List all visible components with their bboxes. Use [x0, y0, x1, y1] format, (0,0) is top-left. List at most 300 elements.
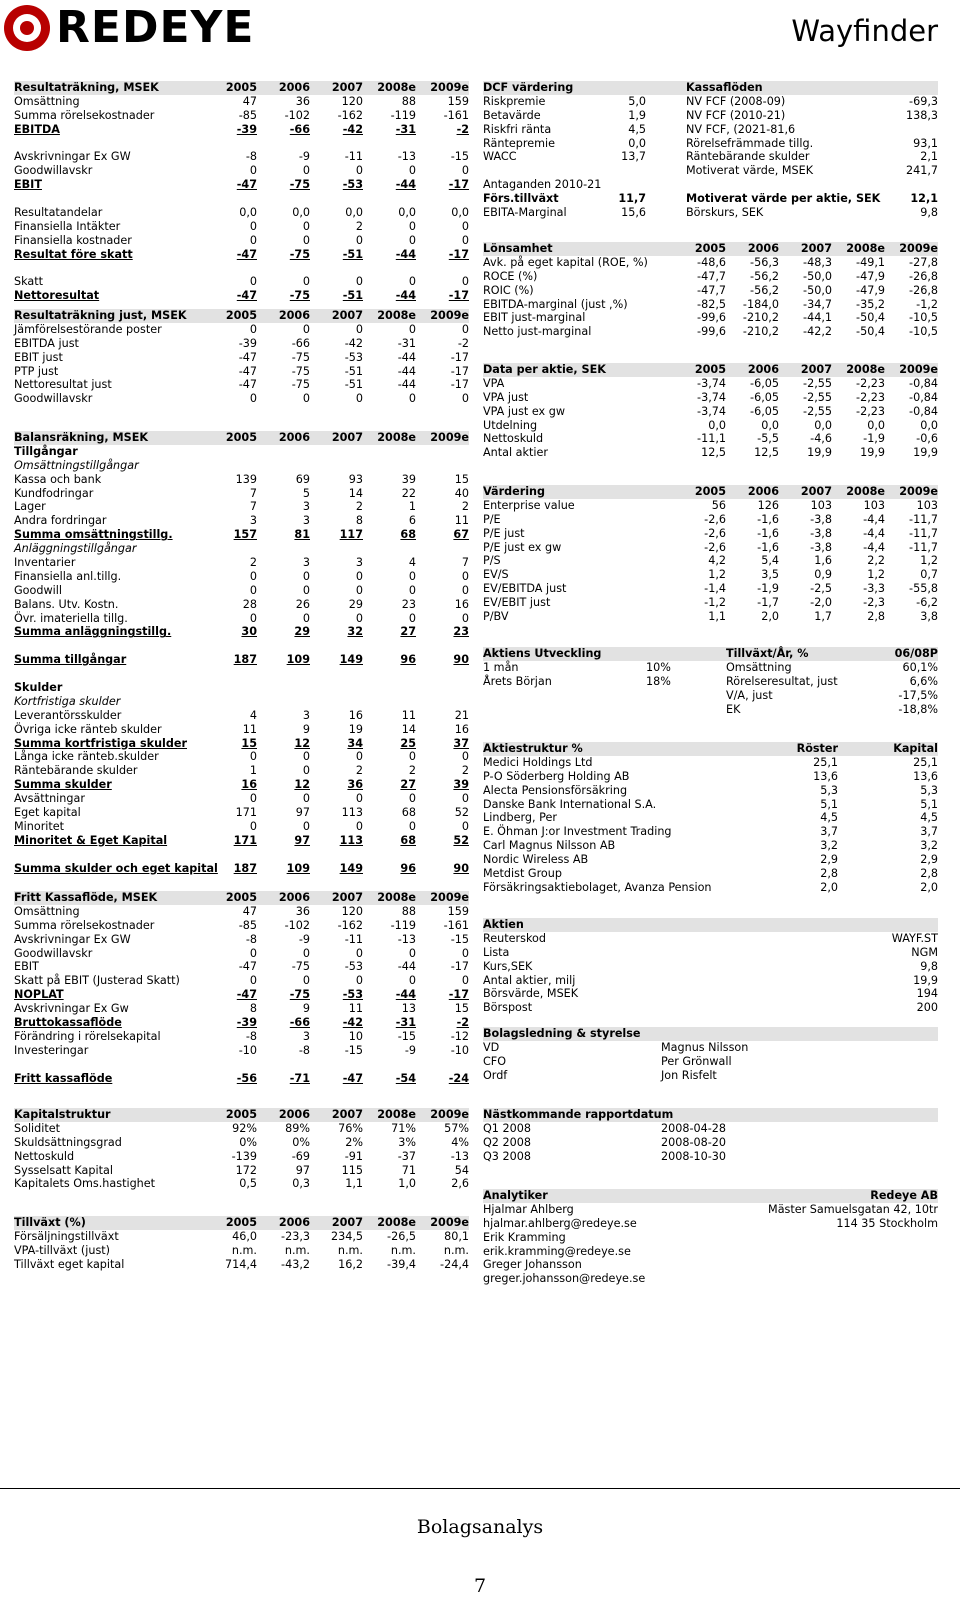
row-label: Omsättning: [14, 904, 80, 918]
row-value: -39: [238, 336, 257, 350]
table-row: [483, 1231, 938, 1245]
row-value: 241,7: [905, 164, 938, 178]
row-value: 39: [401, 472, 416, 486]
row-value: 10%: [646, 660, 671, 674]
row-value: [416, 681, 469, 695]
row-value: 11,7: [618, 192, 646, 206]
year-header: 2005: [225, 431, 257, 444]
report-dates: [483, 1108, 938, 1164]
row-label: Nettoresultat just: [14, 378, 112, 392]
row-value: 3,8: [920, 610, 938, 624]
row-value: -43,2: [281, 1257, 310, 1271]
table-row: [483, 499, 938, 513]
row-value: -2: [457, 336, 469, 350]
row-value: -47: [236, 988, 257, 1002]
table-header: [483, 242, 938, 256]
share-info: [483, 918, 938, 1015]
table-row: [14, 1002, 469, 1016]
table-row: [483, 391, 938, 405]
row-value: 0: [249, 946, 257, 960]
row-label: Avskrivningar Ex GW: [14, 150, 131, 164]
row-value: [310, 459, 363, 473]
row-value: [363, 262, 416, 276]
row-label: Summa anläggningstillg.: [14, 625, 172, 639]
table-row: [483, 419, 938, 433]
row-value: -47,7: [697, 269, 726, 283]
row-value: -1,2: [916, 297, 938, 311]
row-value: -44: [397, 960, 416, 974]
row-value: 52: [453, 833, 469, 847]
row-value: -71: [289, 1071, 310, 1085]
row-label: Goodwillavskr: [14, 946, 93, 960]
row-label: Alecta Pensionsförsäkring: [483, 783, 628, 797]
row-value: 47: [242, 94, 257, 108]
row-value: [204, 137, 257, 151]
year-header: 2005: [694, 485, 726, 498]
row-value: 16,2: [338, 1257, 363, 1271]
table-row: [483, 1217, 938, 1231]
table-row: [483, 298, 938, 312]
row-label: Investeringar: [14, 1043, 89, 1057]
year-header: 2009e: [430, 431, 469, 444]
row-value: 0: [302, 322, 310, 336]
row-value: 0: [249, 974, 257, 988]
row-value: -44: [395, 178, 416, 192]
row-value: 0: [249, 792, 257, 806]
row-value: -9: [298, 932, 310, 946]
row-label: Ordf: [483, 1068, 508, 1082]
row-value: -56,3: [750, 255, 779, 269]
table-row: [14, 960, 469, 974]
row-value: [204, 445, 257, 459]
row-value: [310, 639, 363, 653]
row-value: 2,8: [867, 610, 885, 624]
row-value: 5,3: [820, 783, 838, 797]
row-label: Skatt: [14, 275, 44, 289]
table-row: [483, 853, 938, 867]
row-value: 30: [241, 625, 257, 639]
row-label: EV/EBIT just: [483, 596, 551, 610]
table-row: [483, 582, 938, 596]
row-value: 11: [242, 722, 257, 736]
row-value: -6,05: [750, 404, 779, 418]
row-value: 60,1%: [902, 660, 938, 674]
row-label: Antaganden 2010-21: [483, 178, 602, 192]
row-value: 0: [355, 792, 363, 806]
row-value: 7: [249, 500, 257, 514]
year-header: 2005: [225, 1108, 257, 1121]
row-label: [14, 262, 204, 276]
row-value: -34,7: [803, 297, 832, 311]
row-label: Q3 2008: [483, 1149, 531, 1163]
row-value: 171: [233, 833, 257, 847]
row-value: 4%: [451, 1135, 469, 1149]
row-label: Räntebärande skulder: [14, 764, 138, 778]
row-label: P/E: [483, 512, 501, 526]
row-value: 27: [400, 778, 416, 792]
row-value: 0: [249, 322, 257, 336]
table-row: [14, 445, 469, 459]
spacer: [646, 109, 686, 123]
row-value: 0: [461, 219, 469, 233]
row-label: Övriga icke ränteb skulder: [14, 722, 162, 736]
row-label: Försäkringsaktiebolaget, Avanza Pension: [483, 880, 712, 894]
row-value: -2,5: [810, 582, 832, 596]
row-label: Avskrivningar Ex Gw: [14, 1002, 129, 1016]
row-label: Antal aktier, milj: [483, 973, 576, 987]
row-label: Kurs,SEK: [483, 959, 533, 973]
redeye-logo: [4, 2, 254, 54]
table-row: [14, 974, 469, 988]
table-row: [14, 542, 469, 556]
row-value: 96: [400, 861, 416, 875]
table-title: Data per aktie, SEK: [483, 363, 606, 376]
row-value: -47: [238, 378, 257, 392]
table-row: [483, 675, 938, 689]
row-value: -39: [236, 1016, 257, 1030]
row-value: 0: [461, 974, 469, 988]
table-row: [14, 392, 469, 406]
row-label: Skuldsättningsgrad: [14, 1135, 122, 1149]
growth: [14, 1216, 469, 1272]
row-value: 56: [711, 498, 726, 512]
row-value: -184,0: [742, 297, 779, 311]
row-value: [416, 695, 469, 709]
table-row: [14, 848, 469, 862]
row-value: 2008-08-20: [661, 1135, 727, 1149]
row-value: 200: [916, 1001, 938, 1015]
table-title: Fritt Kassaflöde, MSEK: [14, 891, 158, 904]
row-value: 23: [401, 597, 416, 611]
row-label: [14, 192, 204, 206]
row-value: 4: [249, 708, 257, 722]
row-value: -85: [238, 918, 257, 932]
table-row: [14, 137, 469, 151]
row-value: 93,1: [913, 136, 938, 150]
row-value: -4,4: [863, 526, 885, 540]
row-value: [416, 459, 469, 473]
year-header: 2006: [278, 1216, 310, 1229]
table-row: [14, 667, 469, 681]
table-row: [14, 192, 469, 206]
row-value: 0,0: [345, 206, 363, 220]
balance-sheet: [14, 431, 469, 876]
row-value: n.m.: [231, 1243, 257, 1257]
row-value: [204, 1058, 257, 1072]
row-value: 0: [302, 569, 310, 583]
row-value: 16: [454, 722, 469, 736]
row-label: [14, 137, 204, 151]
row-value: -3,8: [810, 526, 832, 540]
row-value: -17: [448, 988, 469, 1002]
row-value: 109: [286, 653, 310, 667]
table-row: [14, 262, 469, 276]
row-value: 0: [302, 750, 310, 764]
row-value: -1,6: [757, 512, 779, 526]
row-label: Långa icke ränteb.skulder: [14, 750, 159, 764]
row-value: NGM: [911, 945, 938, 959]
row-value: 0,5: [239, 1177, 257, 1191]
row-value: -42: [344, 336, 363, 350]
row-label: Soliditet: [14, 1121, 61, 1135]
table-row: [14, 1136, 469, 1150]
row-value: 171: [235, 806, 257, 820]
row-value: -102: [284, 108, 310, 122]
table-header: [483, 1189, 938, 1203]
table-row: [14, 500, 469, 514]
row-value: 5,3: [920, 783, 938, 797]
row-label: Nettoskuld: [483, 432, 544, 446]
row-value: [310, 542, 363, 556]
row-label: Förs.tillväxt: [483, 192, 559, 206]
row-value: 0: [461, 819, 469, 833]
row-value: 12: [294, 736, 310, 750]
row-value: [257, 262, 310, 276]
row-value: 0,3: [292, 1177, 310, 1191]
row-label: Minoritet & Eget Kapital: [14, 833, 168, 847]
row-label: Leverantörsskulder: [14, 708, 122, 722]
year-header: 2009e: [430, 891, 469, 904]
row-value: 9: [302, 1002, 310, 1016]
row-label: Betavärde: [483, 108, 541, 122]
year-header: 2005: [225, 1216, 257, 1229]
row-value: 1,2: [920, 554, 938, 568]
row-label: Lager: [14, 500, 46, 514]
row-value: -50,0: [803, 283, 832, 297]
company-name: Redeye AB: [870, 1189, 938, 1202]
table-row: [14, 988, 469, 1002]
row-value: -6,05: [750, 376, 779, 390]
row-value: 5,0: [628, 94, 646, 108]
table-row: [14, 1016, 469, 1030]
table-title: Analytiker: [483, 1189, 548, 1202]
row-value: 29: [294, 625, 310, 639]
row-value: [257, 639, 310, 653]
row-label: EK: [726, 702, 741, 716]
row-label: VPA: [483, 376, 505, 390]
row-value: -161: [443, 108, 469, 122]
row-value: -2,55: [803, 376, 832, 390]
row-label: [686, 178, 886, 192]
table-header: [14, 431, 469, 445]
row-value: 9,8: [920, 959, 938, 973]
row-value: 2,2: [867, 554, 885, 568]
row-value: 0: [461, 392, 469, 406]
year-header: 2009e: [430, 1216, 469, 1229]
row-value: -2,3: [863, 596, 885, 610]
row-value: 23: [453, 625, 469, 639]
row-value: -2,6: [704, 512, 726, 526]
row-label: Motiverat värde per aktie, SEK: [686, 192, 881, 206]
year-header: 2008e: [377, 81, 416, 94]
year-header: 2007: [331, 81, 363, 94]
row-label: greger.johansson@redeye.se: [483, 1272, 646, 1286]
table-row: [14, 123, 469, 137]
row-label: Antal aktier: [483, 446, 548, 460]
row-value: 0: [355, 233, 363, 247]
row-value: 172: [235, 1163, 257, 1177]
col-header: Röster: [796, 742, 838, 755]
table-title: Kassaflöden: [686, 81, 763, 94]
table-row: [14, 709, 469, 723]
table-row: [483, 1069, 938, 1083]
row-value: -75: [289, 289, 310, 303]
row-value: 5: [302, 486, 310, 500]
row-value: -47: [238, 960, 257, 974]
row-value: -99,6: [697, 311, 726, 325]
row-value: 194: [916, 987, 938, 1001]
row-value: 16: [454, 597, 469, 611]
row-label: [483, 703, 646, 717]
table-row: [483, 405, 938, 419]
year-header: 2008e: [846, 485, 885, 498]
row-label: P/E just ex gw: [483, 540, 562, 554]
table-row: [483, 689, 938, 703]
row-value: [646, 689, 726, 703]
year-header: 2006: [747, 363, 779, 376]
company-title: Wayfinder: [791, 14, 938, 48]
row-value: 117: [339, 528, 363, 542]
row-value: -3,74: [697, 404, 726, 418]
row-value: 0: [461, 750, 469, 764]
row-value: 32: [347, 625, 363, 639]
row-value: [363, 445, 416, 459]
table-header: [483, 742, 938, 756]
row-value: -66: [289, 1016, 310, 1030]
row-value: 36: [295, 94, 310, 108]
row-value: 97: [295, 1163, 310, 1177]
row-value: [204, 262, 257, 276]
row-label: Nordic Wireless AB: [483, 853, 589, 867]
row-value: 0%: [292, 1135, 310, 1149]
table-row: [14, 289, 469, 303]
row-value: -2: [456, 122, 469, 136]
row-value: 138,3: [905, 108, 938, 122]
table-row: [483, 610, 938, 624]
row-value: -69,3: [909, 94, 938, 108]
row-label: Övr. imateriella tillg.: [14, 611, 128, 625]
table-row: [483, 137, 938, 151]
row-value: [257, 445, 310, 459]
year-header: 2005: [225, 309, 257, 322]
row-value: 3,2: [920, 839, 938, 853]
row-label: Avk. på eget kapital (ROE, %): [483, 255, 648, 269]
row-value: 120: [341, 904, 363, 918]
row-value: 5,1: [920, 797, 938, 811]
row-value: 0: [355, 583, 363, 597]
table-row: [14, 220, 469, 234]
year-header: 2006: [278, 309, 310, 322]
row-value: 0: [249, 750, 257, 764]
row-value: -2,23: [856, 404, 885, 418]
row-value: 0,9: [814, 568, 832, 582]
row-value: [257, 459, 310, 473]
row-value: 0: [461, 569, 469, 583]
row-value: [416, 192, 469, 206]
row-value: 68: [400, 528, 416, 542]
row-value: [738, 1231, 938, 1245]
row-value: 88: [401, 904, 416, 918]
row-value: -3,8: [810, 540, 832, 554]
row-value: 149: [339, 861, 363, 875]
row-value: -53: [344, 960, 363, 974]
table-row: [483, 95, 938, 109]
row-value: 71: [401, 1163, 416, 1177]
row-value: [204, 459, 257, 473]
row-value: -11,7: [909, 540, 938, 554]
table-row: [483, 377, 938, 391]
row-value: [363, 695, 416, 709]
row-value: 4: [408, 556, 416, 570]
row-label: EV/EBITDA just: [483, 582, 567, 596]
row-value: 88: [401, 94, 416, 108]
row-value: -39: [236, 122, 257, 136]
row-value: 0: [461, 322, 469, 336]
table-row: [14, 862, 469, 876]
row-label: EBIT: [14, 960, 39, 974]
row-value: [363, 459, 416, 473]
row-value: -8: [245, 150, 257, 164]
row-value: [204, 542, 257, 556]
row-label: Anläggningstillgångar: [14, 542, 137, 556]
row-value: [416, 137, 469, 151]
row-value: -53: [344, 350, 363, 364]
row-value: 0: [302, 946, 310, 960]
row-value: 2: [408, 764, 416, 778]
adjusted-income: [14, 309, 469, 406]
row-value: 0: [302, 611, 310, 625]
table-row: [14, 584, 469, 598]
year-header: 2005: [694, 242, 726, 255]
row-value: -17: [450, 364, 469, 378]
year-header: 2007: [331, 309, 363, 322]
table-row: [483, 756, 938, 770]
row-value: 19,9: [807, 446, 832, 460]
row-value: 5,4: [761, 554, 779, 568]
row-value: [310, 848, 363, 862]
row-value: -24,4: [440, 1257, 469, 1271]
row-value: 19,9: [860, 446, 885, 460]
row-label: Finansiella kostnader: [14, 233, 132, 247]
table-row: [14, 150, 469, 164]
row-value: 27: [400, 625, 416, 639]
row-value: 0: [302, 819, 310, 833]
row-value: 68: [400, 833, 416, 847]
table-row: [14, 351, 469, 365]
table-row: [14, 778, 469, 792]
table-row: [483, 661, 938, 675]
row-value: [310, 1058, 363, 1072]
year-header: 2009e: [899, 485, 938, 498]
row-label: NV FCF, (2021-81,6: [686, 122, 796, 136]
spacer: [646, 192, 686, 206]
table-row: [14, 248, 469, 262]
table-row: [14, 792, 469, 806]
row-value: -11,1: [697, 432, 726, 446]
row-label: Skatt på EBIT (Justerad Skatt): [14, 974, 180, 988]
row-value: 0: [408, 233, 416, 247]
row-value: 1,1: [708, 610, 726, 624]
row-value: -10,5: [909, 311, 938, 325]
row-value: -162: [337, 108, 363, 122]
row-value: -42,2: [803, 325, 832, 339]
year-header: 2008e: [377, 431, 416, 444]
row-value: 714,4: [224, 1257, 257, 1271]
row-value: -210,2: [742, 311, 779, 325]
row-value: -51: [344, 364, 363, 378]
row-value: 0: [408, 974, 416, 988]
row-label: ROCE (%): [483, 269, 538, 283]
